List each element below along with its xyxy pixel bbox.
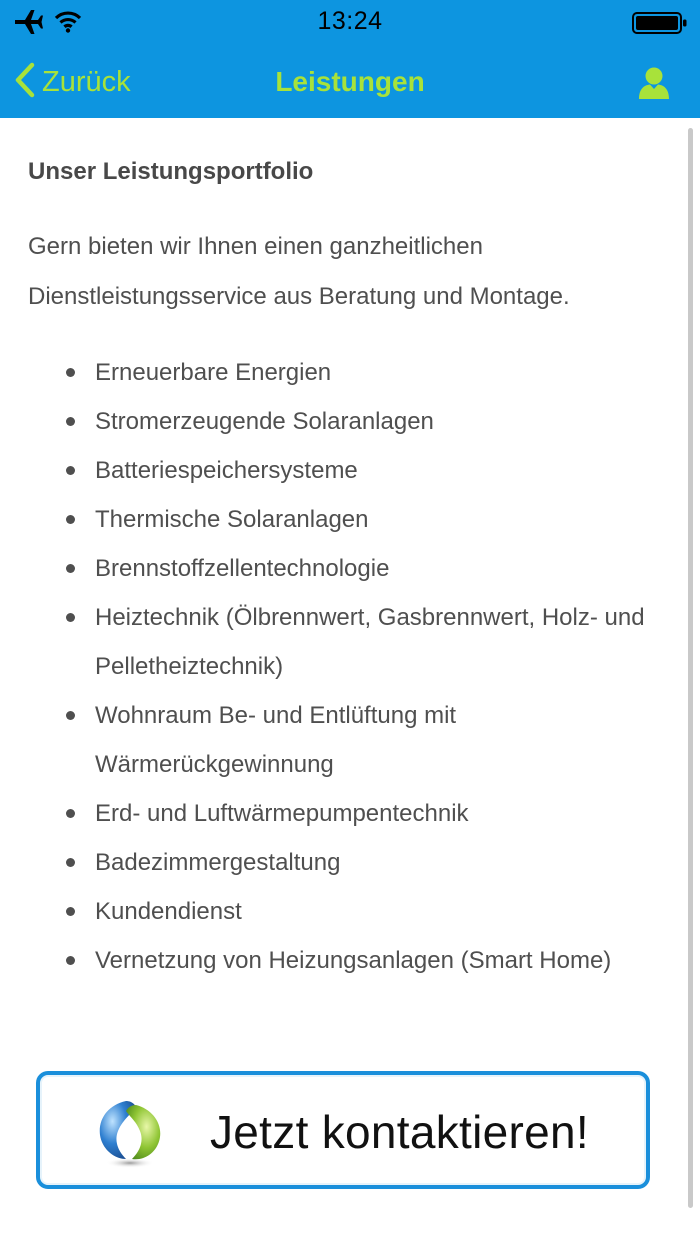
service-label: Thermische Solaranlagen [95, 506, 369, 533]
contact-button-label: Jetzt kontaktieren! [210, 1106, 590, 1158]
page-title: Leistungen [275, 66, 425, 97]
bullet-icon [66, 368, 75, 377]
service-label: Brennstoffzellentechnologie [95, 555, 390, 582]
list-item [28, 887, 668, 936]
bullet-icon [66, 809, 75, 818]
bullet-icon [66, 907, 75, 916]
list-item [28, 593, 668, 691]
bullet-icon [66, 613, 75, 622]
nav-bar [0, 44, 700, 118]
bullet-icon [66, 466, 75, 475]
list-item [28, 446, 668, 495]
bullet-icon [66, 515, 75, 524]
list-item [28, 838, 668, 887]
intro-text: Gern bieten wir Ihnen einen ganzheitlichen Dienstleistungsservice aus Beratung und Montage. [28, 233, 570, 310]
service-label: Erd- und Luftwärmepumpentechnik [95, 800, 469, 827]
profile-button[interactable] [638, 66, 670, 100]
list-item [28, 544, 668, 593]
service-list [28, 348, 668, 985]
status-time: 13:24 [317, 7, 383, 35]
battery-icon [632, 11, 688, 35]
list-item [28, 397, 668, 446]
service-label: Vernetzung von Heizungsanlagen (Smart Home) [95, 947, 612, 974]
section-heading: Unser Leistungsportfolio [28, 158, 314, 185]
back-label: Zurück [42, 65, 131, 98]
user-icon [638, 87, 670, 104]
bullet-icon [66, 417, 75, 426]
list-item [28, 348, 668, 397]
list-item [28, 691, 668, 789]
list-item [28, 936, 668, 985]
scrollbar[interactable] [688, 128, 693, 1208]
service-label: Batteriespeichersysteme [95, 457, 358, 484]
service-label: Erneuerbare Energien [95, 359, 332, 386]
bullet-icon [66, 564, 75, 573]
service-label: Stromerzeugende Solaranlagen [95, 408, 434, 435]
bullet-icon [66, 711, 75, 720]
bullet-icon [66, 956, 75, 965]
bullet-icon [66, 858, 75, 867]
service-label: Heiztechnik (Ölbrennwert, Gasbrennwert, Holz- und Pelletheiztechnik) [95, 604, 645, 680]
service-label: Badezimmergestaltung [95, 849, 341, 876]
list-item [28, 789, 668, 838]
list-item [28, 495, 668, 544]
status-bar [0, 0, 700, 44]
service-label: Kundendienst [95, 898, 242, 925]
header [0, 0, 700, 118]
contact-button[interactable] [36, 1071, 650, 1189]
content-area [28, 150, 668, 985]
company-logo-icon [96, 1097, 164, 1169]
service-label: Wohnraum Be- und Entlüftung mit Wärmerückgewinnung [95, 702, 457, 778]
